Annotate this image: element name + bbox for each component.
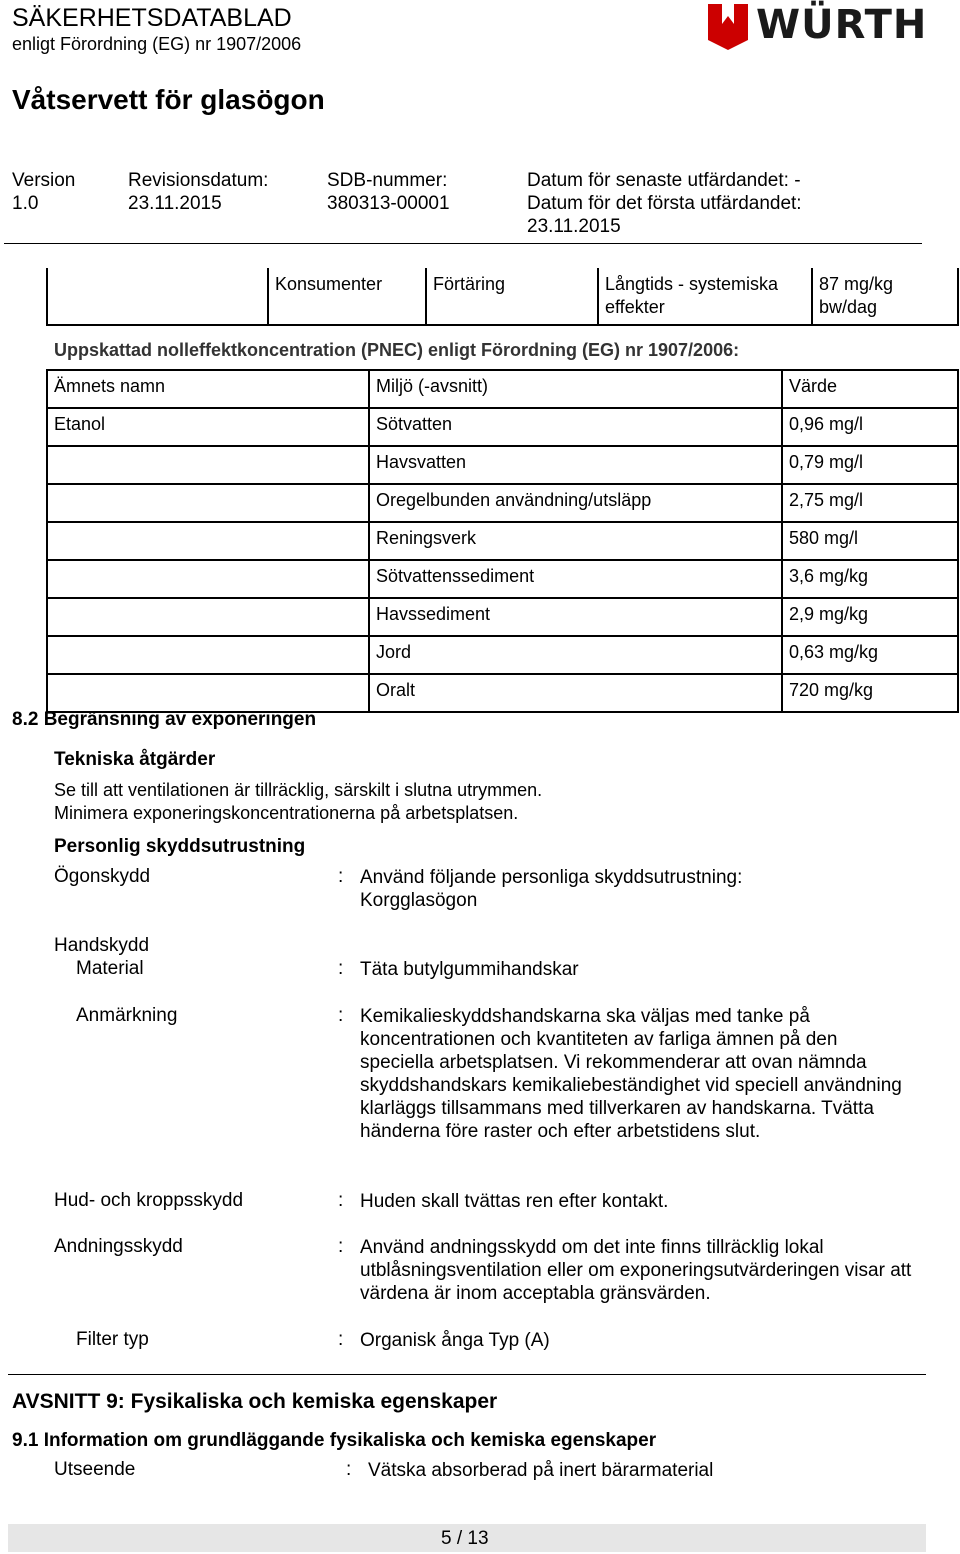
filter-type-value: Organisk ånga Typ (A): [360, 1330, 550, 1351]
substance-cell: [47, 560, 369, 598]
substance-cell: [47, 636, 369, 674]
material-value: Täta butylgummihandskar: [360, 959, 579, 980]
dnel-value: 87 mg/kg bw/dag: [812, 268, 958, 325]
table-row: [47, 636, 958, 674]
pnec-table: [46, 369, 959, 713]
table-row: [47, 560, 958, 598]
column-header: Miljö (-avsnitt): [369, 370, 782, 408]
remark-value: Kemikalieskyddshandskarna ska väljas med tanke på koncentrationen och kvantiteten av farliga ämnen på den speciella arbetsplatsen. Vi rekommenderar att ovan nämnda skyddshandskars kemikaliebeständighet vid speciell användning klarläggs tillsammans med tillverkaren av handskarna. Tvätta händerna före raster och efter arbetstidens slut.: [360, 1006, 902, 1142]
substance-cell: [47, 522, 369, 560]
column-header: Ämnets namn: [47, 370, 369, 408]
technical-measures-line: Se till att ventilationen är tillräcklig, särskilt i slutna utrymmen.: [54, 780, 543, 800]
compartment-cell: Oregelbunden användning/utsläpp: [369, 484, 782, 522]
compartment-cell: Havsvatten: [369, 446, 782, 484]
eye-protection-label: Ögonskydd: [54, 866, 151, 887]
value-cell: 2,9 mg/kg: [782, 598, 958, 636]
table-row: [47, 674, 958, 712]
dnel-effect: Långtids - systemiska effekter: [598, 268, 812, 325]
version-value: 1.0: [12, 193, 39, 214]
colon: :: [338, 1190, 344, 1211]
table-row: [47, 408, 958, 446]
column-header: Värde: [782, 370, 958, 408]
substance-cell: [47, 446, 369, 484]
filter-type-label: Filter typ: [76, 1329, 149, 1350]
colon: :: [346, 1459, 352, 1480]
colon: :: [338, 958, 344, 979]
substance-cell: [47, 598, 369, 636]
regulation-subtitle: enligt Förordning (EG) nr 1907/2006: [12, 34, 302, 54]
first-issue-value: 23.11.2015: [527, 216, 621, 237]
value-cell: 3,6 mg/kg: [782, 560, 958, 598]
value-cell: 580 mg/l: [782, 522, 958, 560]
value-cell: 720 mg/kg: [782, 674, 958, 712]
value-cell: 0,63 mg/kg: [782, 636, 958, 674]
table-header-row: [47, 370, 958, 408]
sdb-label: SDB-nummer:: [327, 170, 448, 191]
dnel-route: Förtäring: [426, 268, 598, 325]
value-cell: 2,75 mg/l: [782, 484, 958, 522]
compartment-cell: Sötvatten: [369, 408, 782, 446]
respiratory-protection-value: Använd andningsskydd om det inte finns tillräcklig lokal utblåsningsventilation eller om exponeringsutvärderingen visar att värdena är inom acceptabla gränsvärden.: [360, 1237, 912, 1304]
colon: :: [338, 866, 344, 887]
section-9-title: AVSNITT 9: Fysikaliska och kemiska egenskaper: [12, 1390, 498, 1413]
colon: :: [338, 1005, 344, 1026]
compartment-cell: Havssediment: [369, 598, 782, 636]
revision-value: 23.11.2015: [128, 193, 222, 214]
substance-cell: [47, 484, 369, 522]
table-row: [47, 268, 958, 325]
value-cell: 0,79 mg/l: [782, 446, 958, 484]
table-row: [47, 446, 958, 484]
substance-cell: Etanol: [47, 408, 369, 446]
dnel-group: Konsumenter: [268, 268, 426, 325]
table-row: [47, 598, 958, 636]
document-type: SÄKERHETSDATABLAD: [12, 4, 292, 32]
table-row: [47, 522, 958, 560]
colon: :: [338, 1329, 344, 1350]
value-cell: 0,96 mg/l: [782, 408, 958, 446]
technical-measures-line: Minimera exponeringskoncentrationerna på arbetsplatsen.: [54, 803, 519, 823]
wurth-logo-text: WÜRTH: [756, 2, 928, 48]
compartment-cell: Jord: [369, 636, 782, 674]
table-row: [47, 484, 958, 522]
compartment-cell: Reningsverk: [369, 522, 782, 560]
section-9-1-title: 9.1 Information om grundläggande fysikaliska och kemiska egenskaper: [12, 1430, 657, 1451]
compartment-cell: Oralt: [369, 674, 782, 712]
product-name: Våtservett för glasögon: [12, 84, 325, 115]
sdb-value: 380313-00001: [327, 193, 450, 214]
technical-measures-title: Tekniska åtgärder: [54, 749, 216, 770]
revision-label: Revisionsdatum:: [128, 170, 269, 191]
wurth-logo: [706, 0, 926, 52]
wurth-logo-icon: [706, 2, 750, 50]
material-label: Material: [76, 958, 144, 979]
last-issue-date: Datum för senaste utfärdandet: -: [527, 170, 801, 191]
substance-cell: [47, 674, 369, 712]
colon: :: [338, 1236, 344, 1257]
ppe-title: Personlig skyddsutrustning: [54, 836, 306, 857]
hand-protection-label: Handskydd: [54, 935, 150, 956]
dnel-cell-empty: [47, 268, 268, 325]
section-divider: [8, 1374, 926, 1375]
appearance-value: Vätska absorberad på inert bärarmaterial: [368, 1460, 714, 1481]
first-issue-label: Datum för det första utfärdandet:: [527, 193, 802, 214]
compartment-cell: Sötvattenssediment: [369, 560, 782, 598]
dnel-table: [46, 268, 959, 326]
pnec-title: Uppskattad nolleffektkoncentration (PNEC) enligt Förordning (EG) nr 1907/2006:: [54, 340, 740, 360]
section-8-2-title: 8.2 Begränsning av exponeringen: [12, 709, 317, 730]
header-divider: [4, 243, 922, 244]
skin-protection-value: Huden skall tvättas ren efter kontakt.: [360, 1191, 669, 1212]
version-label: Version: [12, 170, 76, 191]
respiratory-protection-label: Andningsskydd: [54, 1236, 183, 1257]
eye-protection-value: Använd följande personliga skyddsutrustning: Korgglasögon: [360, 867, 743, 911]
appearance-label: Utseende: [54, 1459, 136, 1480]
skin-protection-label: Hud- och kroppsskydd: [54, 1190, 244, 1211]
page-number: 5 / 13: [441, 1528, 489, 1549]
remark-label: Anmärkning: [76, 1005, 178, 1026]
